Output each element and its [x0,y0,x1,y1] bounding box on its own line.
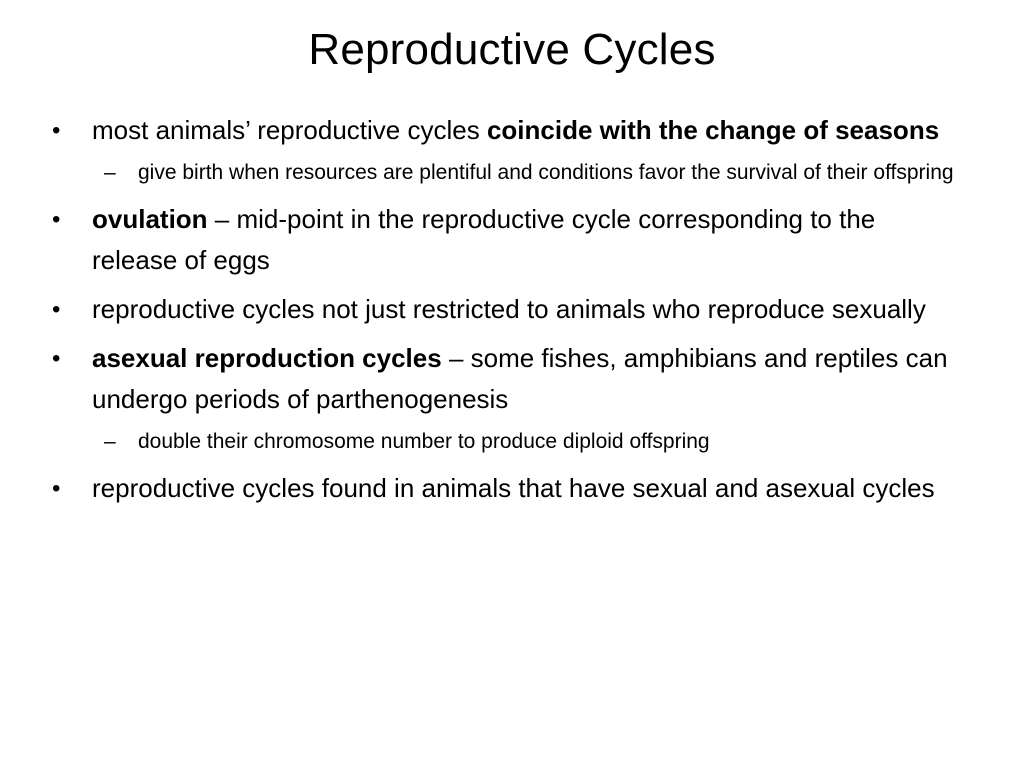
bullet-item [52,338,962,420]
bullet-text: most animals’ reproductive cycles [92,115,487,145]
bullet-bold-text: coincide with the change of seasons [486,115,940,145]
sub-bullet-text: double their chromosome number to produce diploid offspring [138,430,710,453]
bullet-glyph: • [52,345,61,372]
sub-bullet-item [52,426,962,458]
bullet-text: – some fishes, amphibians and reptiles can undergo periods of parthenogenesis [92,343,948,414]
sub-bullet-glyph: – [104,430,116,453]
bullet-item [52,468,962,509]
bullet-bold-term: ovulation [92,204,208,234]
sub-bullet-text: give birth when resources are plentiful and conditions favor the survival of their offspring [138,161,954,184]
bullet-list [52,110,962,517]
bullet-item [52,289,962,330]
slide-title: Reproductive Cycles [308,25,716,74]
bullet-text: – mid-point in the reproductive cycle corresponding to the release of eggs [92,204,876,275]
bullet-text: reproductive cycles not just restricted to animals who reproduce sexually [92,294,926,324]
sub-bullet-item [52,157,962,189]
bullet-item [52,110,962,151]
bullet-glyph: • [52,117,61,144]
bullet-glyph: • [52,475,61,502]
bullet-text: reproductive cycles found in animals that have sexual and asexual cycles [92,473,935,503]
bullet-glyph: • [52,296,61,323]
bullet-glyph: • [52,206,61,233]
bullet-bold-term: asexual reproduction cycles [92,343,442,373]
sub-bullet-glyph: – [104,161,116,184]
bullet-item [52,199,962,281]
